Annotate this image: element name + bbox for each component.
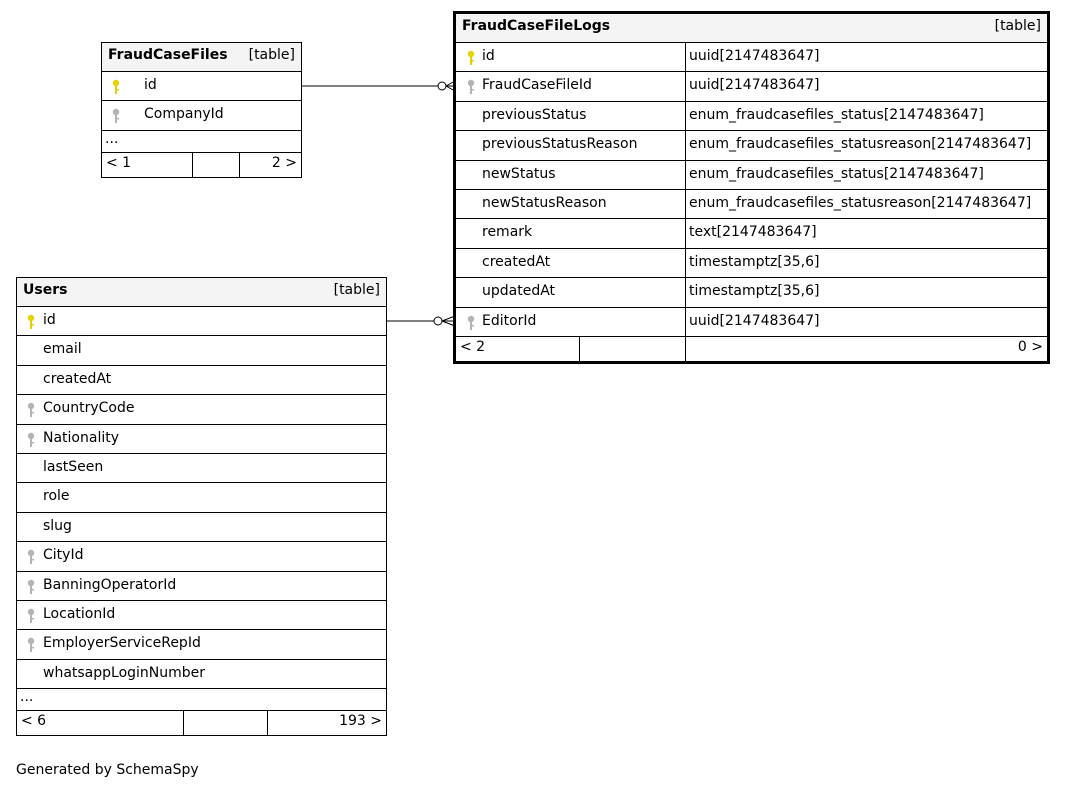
primary-key-icon bbox=[466, 50, 476, 66]
table-name: FraudCaseFileLogs bbox=[462, 18, 611, 34]
column-row[interactable] bbox=[17, 483, 386, 512]
table-fraudcasefilelogs[interactable] bbox=[453, 11, 1050, 364]
table-name: FraudCaseFiles bbox=[108, 47, 228, 63]
column-name: id bbox=[482, 48, 495, 64]
ellipsis-text: ... bbox=[105, 130, 119, 147]
column-name: BanningOperatorId bbox=[43, 576, 177, 593]
column-name: newStatusReason bbox=[482, 194, 607, 211]
more-columns bbox=[102, 131, 301, 153]
table-users[interactable] bbox=[16, 277, 387, 736]
table-fraudcasefiles[interactable] bbox=[101, 42, 302, 178]
table-kind: [table] bbox=[248, 47, 295, 63]
column-name: createdAt bbox=[482, 253, 551, 270]
column-name: CityId bbox=[43, 547, 84, 564]
table-kind: [table] bbox=[333, 282, 380, 298]
foreign-key-icon bbox=[466, 79, 476, 95]
foreign-key-icon bbox=[466, 315, 476, 331]
column-type: uuid[2147483647] bbox=[689, 77, 820, 94]
ellipsis-text: ... bbox=[20, 689, 34, 706]
children-count: 193 > bbox=[339, 713, 382, 730]
column-row[interactable] bbox=[17, 660, 386, 689]
primary-key-icon bbox=[111, 79, 121, 95]
column-name: lastSeen bbox=[43, 458, 104, 475]
column-name: remark bbox=[482, 224, 533, 241]
column-row[interactable] bbox=[456, 72, 1047, 101]
column-name: Nationality bbox=[43, 429, 120, 446]
column-row[interactable] bbox=[17, 542, 386, 571]
column-row[interactable] bbox=[102, 101, 301, 130]
column-row[interactable] bbox=[456, 43, 1047, 72]
column-name: newStatus bbox=[482, 165, 556, 182]
column-type: enum_fraudcasefiles_status[2147483647] bbox=[689, 165, 984, 182]
column-name: EditorId bbox=[482, 312, 537, 329]
column-name: createdAt bbox=[43, 370, 112, 387]
column-row[interactable] bbox=[17, 336, 386, 365]
table-footer bbox=[456, 337, 1047, 361]
table-kind: [table] bbox=[994, 18, 1041, 34]
column-row[interactable] bbox=[456, 278, 1047, 307]
edge-fraudcasefiles-to-logs bbox=[302, 81, 455, 91]
column-list bbox=[17, 307, 386, 689]
column-name: whatsappLoginNumber bbox=[43, 664, 206, 681]
column-row[interactable] bbox=[17, 425, 386, 454]
column-row[interactable] bbox=[17, 513, 386, 542]
column-row[interactable] bbox=[17, 630, 386, 659]
foreign-key-icon bbox=[26, 432, 36, 448]
parents-count: < 6 bbox=[21, 713, 47, 730]
column-list bbox=[456, 43, 1047, 337]
column-name: updatedAt bbox=[482, 283, 556, 300]
column-type: timestamptz[35,6] bbox=[689, 253, 820, 270]
column-name: id bbox=[144, 77, 157, 93]
primary-key-icon bbox=[26, 314, 36, 330]
column-name: CompanyId bbox=[144, 106, 224, 123]
column-row[interactable] bbox=[456, 102, 1047, 131]
children-count: 0 > bbox=[1017, 338, 1043, 355]
column-name: FraudCaseFileId bbox=[482, 77, 592, 94]
generated-by-footer: Generated by SchemaSpy bbox=[16, 762, 199, 778]
column-row[interactable] bbox=[17, 454, 386, 483]
table-name: Users bbox=[23, 282, 68, 298]
column-row[interactable] bbox=[456, 131, 1047, 160]
column-row[interactable] bbox=[102, 72, 301, 101]
column-row[interactable] bbox=[456, 249, 1047, 278]
foreign-key-icon bbox=[111, 108, 121, 124]
column-type: uuid[2147483647] bbox=[689, 48, 820, 64]
table-footer bbox=[102, 153, 301, 177]
parents-count: < 1 bbox=[106, 154, 132, 171]
column-row[interactable] bbox=[17, 307, 386, 336]
column-type: uuid[2147483647] bbox=[689, 312, 820, 329]
column-name: role bbox=[43, 488, 70, 505]
more-columns bbox=[17, 689, 386, 711]
table-header bbox=[17, 278, 386, 307]
foreign-key-icon bbox=[26, 579, 36, 595]
column-type: text[2147483647] bbox=[689, 224, 817, 241]
column-type: enum_fraudcasefiles_statusreason[2147483647] bbox=[689, 194, 1032, 211]
column-name: LocationId bbox=[43, 605, 116, 622]
foreign-key-icon bbox=[26, 402, 36, 418]
column-name: EmployerServiceRepId bbox=[43, 635, 201, 652]
column-type: timestamptz[35,6] bbox=[689, 283, 820, 300]
column-name: email bbox=[43, 341, 82, 358]
column-row[interactable] bbox=[17, 601, 386, 630]
column-row[interactable] bbox=[456, 308, 1047, 337]
column-row[interactable] bbox=[17, 572, 386, 601]
children-count: 2 > bbox=[271, 154, 297, 171]
column-row[interactable] bbox=[456, 161, 1047, 190]
table-footer bbox=[17, 711, 386, 735]
edge-users-to-logs bbox=[387, 316, 455, 326]
table-header bbox=[102, 43, 301, 72]
column-name: previousStatus bbox=[482, 106, 587, 123]
foreign-key-icon bbox=[26, 549, 36, 565]
column-list bbox=[102, 72, 301, 131]
table-header bbox=[456, 14, 1047, 43]
column-row[interactable] bbox=[456, 219, 1047, 248]
column-name: CountryCode bbox=[43, 400, 135, 417]
column-name: id bbox=[43, 312, 56, 328]
foreign-key-icon bbox=[26, 608, 36, 624]
column-type: enum_fraudcasefiles_statusreason[2147483647] bbox=[689, 136, 1032, 153]
column-type: enum_fraudcasefiles_status[2147483647] bbox=[689, 106, 984, 123]
column-row[interactable] bbox=[456, 190, 1047, 219]
foreign-key-icon bbox=[26, 637, 36, 653]
column-name: slug bbox=[43, 517, 72, 534]
column-row[interactable] bbox=[17, 395, 386, 424]
column-name: previousStatusReason bbox=[482, 136, 638, 153]
column-row[interactable] bbox=[17, 366, 386, 395]
parents-count: < 2 bbox=[460, 338, 486, 355]
